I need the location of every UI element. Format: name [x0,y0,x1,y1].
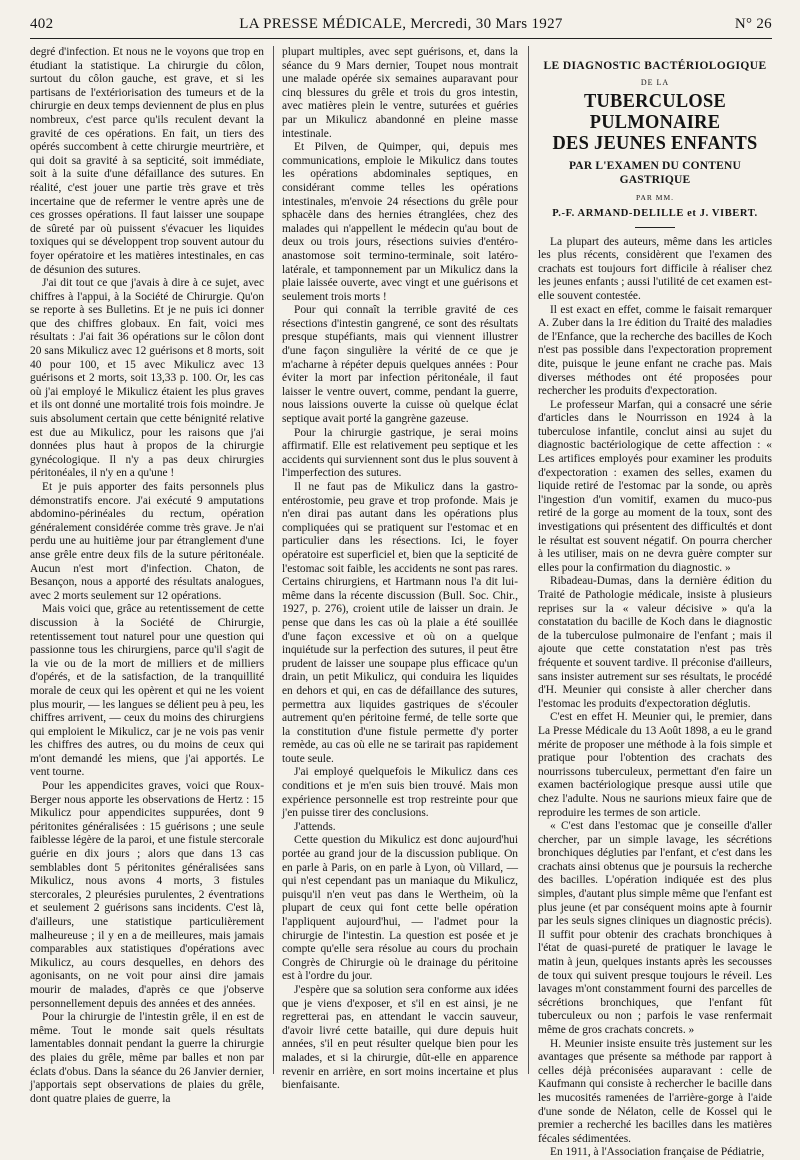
paragraph: Le professeur Marfan, qui a consacré une série d'articles dans le Nourrisson en 1924 à la tuberculose infantile, conclut ainsi au sujet du diagnostic bactériologique de cette affection : « Les artifices employés pour examiner les produits d'expectoration : examen des selles, examen du liquide retiré de l'estomac par la sonde, ou après l'ingestion d'un vomitif, examen du muco-pus retiré de la gorge au moment de la toux, sont des investigations qui présentent des difficultés et dont le résultat est souvent négatif. On pourra chercher à les utiliser, mais on ne devra guère compter sur elles pour la confirmation du diagnostic. » [538,398,772,574]
column-1 [30,46,264,1105]
article-de-la: DE LA [640,77,670,87]
paragraph: plupart multiples, avec sept guérisons, et, dans la séance du 9 Mars dernier, Toupet nous montrait une malade opérée six semaines auparavant pour cinq blessures du grêle et trois du gros intestin, avec matières plein le ventre, suturées et guéries par un Mikulicz abandonné en pleine masse intestinale. [282,46,518,140]
paragraph: Et Pilven, de Quimper, qui, depuis mes communications, emploie le Mikulicz dans toutes les opérations abdominales septiques, en considérant comme telles les opérations intestinales, m'envoie 24 résections du grêle pour sphacèle dans des hernies étranglées, chez des malades qui n'appellent le médecin qu'au bout de deux ou trois jours, résections suivies d'entéro-anastomose soit termino-terminale, soit latéro-latérale, et tamponnement par un Mikulicz dans la plaie laissée ouverte, avec vingt et une guérisons et seulement trois morts ! [282,141,518,303]
header-rule [30,38,772,39]
paragraph: Et je puis apporter des faits personnels plus démonstratifs encore. J'ai exécuté 9 amputations abdomino-périnéales du rectum, opération généralement considérée comme très grave. Je n'ai perdu une au huitième jour par étranglement d'une anse grêle entre deux fils de la suture péritonéale. Aucun n'est mort d'infection. Chaton, de Besançon, nous a apporté des résultats analogues, avec 2 morts seulement sur 12 opérations. [30,481,264,602]
article-heading [538,60,772,228]
article-par-mm: PAR MM. [636,193,674,203]
paragraph: Mais voici que, grâce au retentissement de cette discussion à la Société de Chirurgie, retentissement tout naturel pour une question qui passionne tous les chirurgiens, parce qu'il s'agit de la vie ou de la mort de milliers et de milliers d'opérés, et de la satisfaction, de la tranquillité morale de ceux qui les opèrent et qui ne les voient plus mourir, — les langues se délient peu à peu, les chiffres arrivent, — ceux du moins des chirurgiens qui emploient le Mikulicz, car je ne vois pas venir les chiffres des autres, ou du moins de ceux qui m'ont demandé les miens, que j'ai apportés. Le vent tourne. [30,603,264,779]
column-2 [282,46,518,1092]
article-title-line-2: DES JEUNES ENFANTS [552,132,758,155]
paragraph: Pour la chirurgie gastrique, je serai moins affirmatif. Elle est relativement peu septique et les accidents qui surviennent sont dus le plus souvent à l'imperfection des sutures. [282,426,518,480]
paragraph: Pour les appendicites graves, voici que Roux-Berger nous apporte les observations de Hertz : 15 Mikulicz pour appendicites suppurées, dont 9 péritonites généralisées : 15 guérisons ; une seule faiblesse légère de la paroi, et une fistule stercorale guérie en dix jours ; alors que dans 13 cas semblables dont 5 péritonites généralisées sans Mikulicz, nous avons 4 morts, 3 fistules stercorales, 2 pleurésies purulentes, 2 éventrations et seulement 2 guérisons sans incidents. C'est là, d'ailleurs, une statistique particulièrement malheureuse ; il y en a de meilleures, mais jamais comparables aux statistiques d'opérations avec Mikulicz, au cours desquelles, en dehors des agonisants, on ne voit pour ainsi dire jamais mourir de malades, d'après ce que j'observe personnellement depuis des années et des années. [30,780,264,1010]
paragraph: H. Meunier insiste ensuite très justement sur les avantages que présente sa méthode par rapport à celles déjà préconisées auparavant : celle de Kaufmann qui consiste à rechercher le bacille dans les mucosités ramenées de l'arrière-gorge à l'aide d'une sonde de Nélaton, celle de Kossel qui le premier a recherché les bacilles dans les matières fécales sédimentées. [538,1037,772,1145]
article-kicker: LE DIAGNOSTIC BACTÉRIOLOGIQUE [543,60,767,72]
column-3 [538,60,772,1159]
paragraph: degré d'infection. Et nous ne le voyons que trop en étudiant la statistique. La chirurgie du côlon, surtout du côlon gauche, est grave, et si les partisans de l'extériorisation des tumeurs et de la chirurgie en deux temps deviennent de plus en plus nombreux, c'est parce qu'ils reculent devant la gravité de ces opérations. En fait, un tiers des opérés succombent à cette chirurgie meurtrière, et qui doit sa gravité à sa septicité, soit immédiate, soit à la suite d'une défaillance des sutures. En réalité, c'est jouer une partie très grave et très incertaine que de refermer le ventre après une de ces grosses opérations. Il faut laisser une soupape de sûreté par où puissent s'évacuer les liquides toxiques qui se développent trop souvent autour du foyer opératoire et les matières intestinales, en cas de désunion des sutures. [30,46,264,276]
paragraph: C'est en effet H. Meunier qui, le premier, dans La Presse Médicale du 13 Août 1898, a eu le grand mérite de proposer une méthode à la fois simple et pratique pour l'obtention des crachats des nourrissons tuberculeux, permettant d'en faire un examen bactériologique presque aussi utile que chez l'adulte. Nous ne saurions mieux faire que de reproduire les termes de son article. [538,711,772,819]
article-separator [635,227,675,228]
paragraph: Pour qui connaît la terrible gravité de ces résections d'intestin gangrené, ce sont des résultats presque stupéfiants, mais qui viennent illustrer d'une façon singulière la vérité de ce que je m'acharne à répéter depuis quelques années : Pour éviter la mort par infection péritonéale, il faut laisser le ventre ouvert, comme, pendant la guerre, nous laissions ouverte la cuisse où quelque éclat septique avait porté la gangrène gazeuse. [282,304,518,426]
article-subtitle: PAR L'EXAMEN DU CONTENU GASTRIQUE [568,160,742,186]
paragraph: Il ne faut pas de Mikulicz dans la gastro-entérostomie, peu grave et trop profonde. Mais je n'en dirai pas autant dans les opérations plus compliquées qui se pratiquent sur l'estomac et en particulier dans les résections. Ici, le foyer opératoire est superficiel et, bien que la septicité de l'estomac soit faible, les accidents ne sont pas rares. Certains chirurgiens, et Hartmann nous l'a dit lui-même dans la récente discussion (Bull. Soc. Chir., 1927, p. 276), croient utile de laisser un drain. Je pense que dans les cas où la plaie a été souillée d'une façon excessive et où on a quelque inquiétude sur la perfection des sutures, il peut être prudent de laisser une soupape plus efficace qu'un drain, un petit Mikulicz, qui conduira les liquides en dehors et qui, en cas de défaillance des sutures, permettra aux liquides gastriques de s'écouler autrement qu'en péritoine fermé, de telle sorte que la constitution d'une fistule permette d'y porter remède, au cas où elle ne se tarirait pas rapidement toute seule. [282,481,518,765]
column-divider [273,46,274,1074]
paragraph: J'attends. [294,820,336,833]
paragraph: Pour la chirurgie de l'intestin grêle, il en est de même. Tout le monde sait quels résultats lamentables donnait pendant la guerre la chirurgie des plaies du grêle, même par balles et non par éclats d'obus. Dans la séance du 26 Janvier dernier, j'apportais sept observations de plaies du grêle, dont quatre plaies de guerre, la [30,1011,264,1105]
paragraph: J'espère que sa solution sera conforme aux idées que je viens d'exposer, et s'il en est ainsi, je ne regretterai pas, en attendant le vaccin sauveur, d'avoir livré cette bataille, qui dure depuis huit années, s'il en peut résulter quelque bien pour les malades, et si la chirurgie, dût-elle en apparence revenir en arrière, en sort moins incertaine et plus bienfaisante. [282,983,518,1092]
paragraph: « C'est dans l'estomac que je conseille d'aller chercher, par un simple lavage, les sécrétions bronchiques dégluties par l'enfant, et c'est dans les crachats ainsi obtenus que je poursuis la recherche des bacilles. L'opération indiquée est des plus simples, d'autant plus simple même que l'enfant est plus jeune (et par conséquent moins apte à fournir par les seuls signes cliniques un diagnostic précis). Il suffit pour obtenir des crachats bronchiques à l'état de quasi-pureté de pratiquer le lavage le matin à jeun, quelques instants après les secousses de toux qui suivent presque toujours le réveil. Les lavages m'ont constamment fourni des parcelles de sécrétions bronchiques, que l'enfant fût tuberculeux ou non ; parfois le vase renfermait même de gros crachats concrets. » [538,820,772,1036]
column-divider [528,46,529,1074]
paragraph: J'ai employé quelquefois le Mikulicz dans ces conditions et je m'en suis bien trouvé. Mais mon expérience personnelle est trop restreinte pour que j'en puisse tirer des conclusions. [282,766,518,820]
page-number: 402 [30,16,54,32]
paragraph: Cette question du Mikulicz est donc aujourd'hui portée au grand jour de la discussion publique. On en parle à Paris, on en parle à Lyon, où Villard, — qui n'est cependant pas un maniaque du Mikulicz, puisqu'il n'en veut pas dans le Wertheim, où la plupart de ceux qui font cette belle opération l'appliquent aujourd'hui, — l'admet pour la chirurgie de l'intestin. La question est posée et je compte qu'elle sera résolue au cours du prochain Congrès de Chirurgie où le drainage du péritoine est à l'ordre du jour. [282,834,518,983]
paragraph: J'ai dit tout ce que j'avais à dire à ce sujet, avec chiffres à l'appui, à la Société de Chirurgie. Qu'on se reporte à ses Bulletins. Et je ne puis ici donner que des chiffres globaux. En fait, voici mes résultats : J'ai fait 36 opérations sur le côlon dont 20 sans Mikulicz avec 12 guérisons et 8 morts, soit 40 pour 100, et 15 avec Mikulicz avec 13 guérisons et 2 morts, soit 13,33 p. 100. Or, les cas où j'ai employé le Mikulicz étaient les plus graves et ils ont donné une mortalité trois fois moindre. Je suis absolument certain que cette bénignité relative est due au Mikulicz, pour les raisons que j'ai données plus haut à propos de la chirurgie gynécologique. Il n'y a pas deux chirurgies péritonéales, il n'y en a qu'une ! [30,277,264,480]
paragraph: Il est exact en effet, comme le faisait remarquer A. Zuber dans la 1re édition du Traité des maladies de l'Enfance, que la recherche des bacilles de Koch n'est pas possible dans l'expectoration proprement dite, puisque le jeune enfant ne crache pas. Mais diverses méthodes ont été proposées pour rechercher les produits d'expectoration. [538,303,772,398]
issue-number: N° 26 [734,16,772,32]
paragraph: En 1911, à l'Association française de Pédiatrie, [550,1146,765,1159]
article-authors: P.-F. ARMAND-DELILLE et J. VIBERT. [552,207,758,219]
page-header [30,16,772,36]
paragraph: La plupart des auteurs, même dans les articles les plus récents, considèrent que l'examen des crachats est toujours fort difficile à réaliser chez les jeunes enfants ; aussi l'utilité de cet examen est-elle souvent contestée. [538,235,772,302]
journal-title: LA PRESSE MÉDICALE, Mercredi, 30 Mars 1927 [239,16,563,32]
article-title-line-1: TUBERCULOSE PULMONAIRE [583,90,727,134]
paragraph: Ribadeau-Dumas, dans la dernière édition du Traité de Pathologie médicale, insiste à plusieurs reprises sur la « valeur décisive » qu'a la constatation du bacille de Koch dans le diagnostic de la tuberculose pulmonaire de l'enfant ; mais il ajoute que cette constatation n'est pas très fréquente et souvent tardive. Il préconise d'ailleurs, sans insister autrement sur ses résultats, le procédé d'H. Meunier qui consiste à aller chercher dans l'estomac les produits d'expectoration déglutis. [538,575,772,710]
